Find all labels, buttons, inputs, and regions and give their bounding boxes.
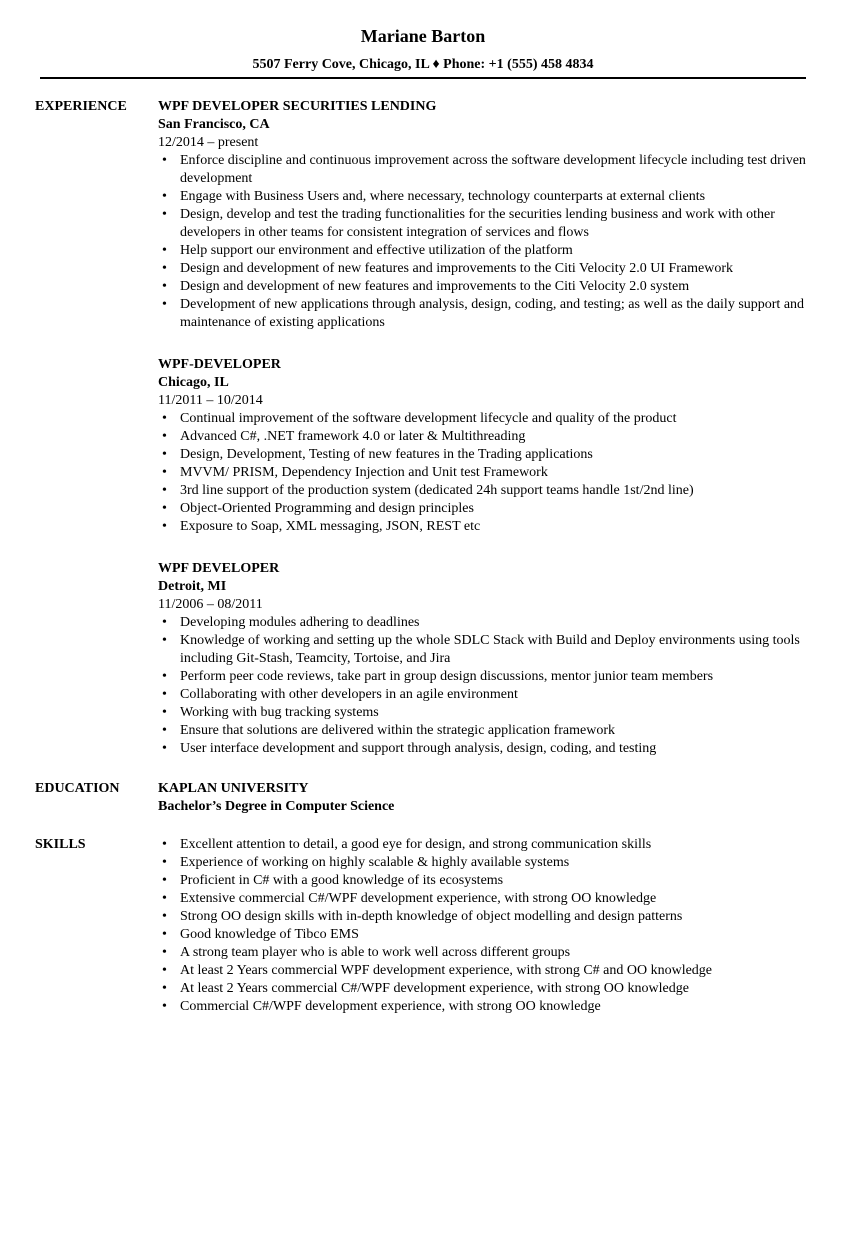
job-bullet: • User interface development and support through analysis, design, coding, and testing <box>158 740 813 758</box>
job-bullet: • Enforce discipline and continuous improvement across the software development lifecycle including test driven development <box>158 152 813 188</box>
job-bullet: • Development of new applications through analysis, design, coding, and testing; as well as the daily support and maintenance of existing applications <box>158 296 813 332</box>
education-content <box>158 780 813 816</box>
job-bullet: • Design and development of new features and improvements to the Citi Velocity 2.0 UI Framework <box>158 260 813 278</box>
job-bullet: • Design, Development, Testing of new features in the Trading applications <box>158 446 813 464</box>
skill-item: • At least 2 Years commercial WPF development experience, with strong C# and OO knowledge <box>158 962 813 980</box>
job-bullet: • Help support our environment and effective utilization of the platform <box>158 242 813 260</box>
job-bullet: • MVVM/ PRISM, Dependency Injection and Unit test Framework <box>158 464 813 482</box>
skill-item: • At least 2 Years commercial C#/WPF development experience, with strong OO knowledge <box>158 980 813 998</box>
job-bullet: • Continual improvement of the software development lifecycle and quality of the product <box>158 410 813 428</box>
job-bullet: • Developing modules adhering to deadlines <box>158 614 813 632</box>
degree: Bachelor’s Degree in Computer Science <box>158 799 395 814</box>
header-divider <box>40 77 806 79</box>
experience-content <box>158 98 813 758</box>
job-bullet: • Knowledge of working and setting up the whole SDLC Stack with Build and Deploy environments using tools including Git-Stash, Teamcity, Tortoise, and Jira <box>158 632 813 668</box>
section-label-experience: EXPERIENCE <box>35 99 127 114</box>
skill-item: • Good knowledge of Tibco EMS <box>158 926 813 944</box>
job-bullet: • Collaborating with other developers in an agile environment <box>158 686 813 704</box>
candidate-name: Mariane Barton <box>360 26 486 46</box>
job-dates: 11/2011 – 10/2014 <box>158 393 263 408</box>
job-title: WPF DEVELOPER SECURITIES LENDING <box>158 99 437 114</box>
job-bullet: • Working with bug tracking systems <box>158 704 813 722</box>
job-bullet: • Object-Oriented Programming and design principles <box>158 500 813 518</box>
job-bullets <box>158 152 813 332</box>
contact-line: 5507 Ferry Cove, Chicago, IL ♦ Phone: +1 (555) 458 4834 <box>252 57 594 72</box>
job-entry <box>158 98 813 332</box>
skill-item: • Experience of working on highly scalable & highly available systems <box>158 854 813 872</box>
skill-item: • Commercial C#/WPF development experience, with strong OO knowledge <box>158 998 813 1016</box>
job-entry <box>158 560 813 758</box>
job-bullet: • Ensure that solutions are delivered within the strategic application framework <box>158 722 813 740</box>
school-name: KAPLAN UNIVERSITY <box>158 781 309 796</box>
job-bullet: • Engage with Business Users and, where necessary, technology counterparts at external clients <box>158 188 813 206</box>
job-bullet: • Perform peer code reviews, take part in group design discussions, mentor junior team members <box>158 668 813 686</box>
job-bullets <box>158 410 813 536</box>
job-title: WPF DEVELOPER <box>158 561 280 576</box>
job-bullet: • 3rd line support of the production system (dedicated 24h support teams handle 1st/2nd line) <box>158 482 813 500</box>
job-location: San Francisco, CA <box>158 117 270 132</box>
section-label-skills: SKILLS <box>35 837 86 852</box>
skills-list <box>158 836 813 1016</box>
job-entry <box>158 356 813 536</box>
skill-item: • A strong team player who is able to work well across different groups <box>158 944 813 962</box>
job-bullets <box>158 614 813 758</box>
skills-content <box>158 836 813 1016</box>
job-dates: 11/2006 – 08/2011 <box>158 597 263 612</box>
job-bullet: • Design, develop and test the trading functionalities for the securities lending business and work with other developers in other teams for consistent integration of services and flows <box>158 206 813 242</box>
job-location: Chicago, IL <box>158 375 229 390</box>
skill-item: • Excellent attention to detail, a good eye for design, and strong communication skills <box>158 836 813 854</box>
job-dates: 12/2014 – present <box>158 135 259 150</box>
job-bullet: • Advanced C#, .NET framework 4.0 or later & Multithreading <box>158 428 813 446</box>
section-label-education: EDUCATION <box>35 781 120 796</box>
resume-header <box>40 24 806 74</box>
job-bullet: • Exposure to Soap, XML messaging, JSON, REST etc <box>158 518 813 536</box>
job-title: WPF-DEVELOPER <box>158 357 281 372</box>
skill-item: • Strong OO design skills with in-depth knowledge of object modelling and design patterns <box>158 908 813 926</box>
skill-item: • Proficient in C# with a good knowledge of its ecosystems <box>158 872 813 890</box>
job-location: Detroit, MI <box>158 579 227 594</box>
skill-item: • Extensive commercial C#/WPF development experience, with strong OO knowledge <box>158 890 813 908</box>
job-bullet: • Design and development of new features and improvements to the Citi Velocity 2.0 system <box>158 278 813 296</box>
